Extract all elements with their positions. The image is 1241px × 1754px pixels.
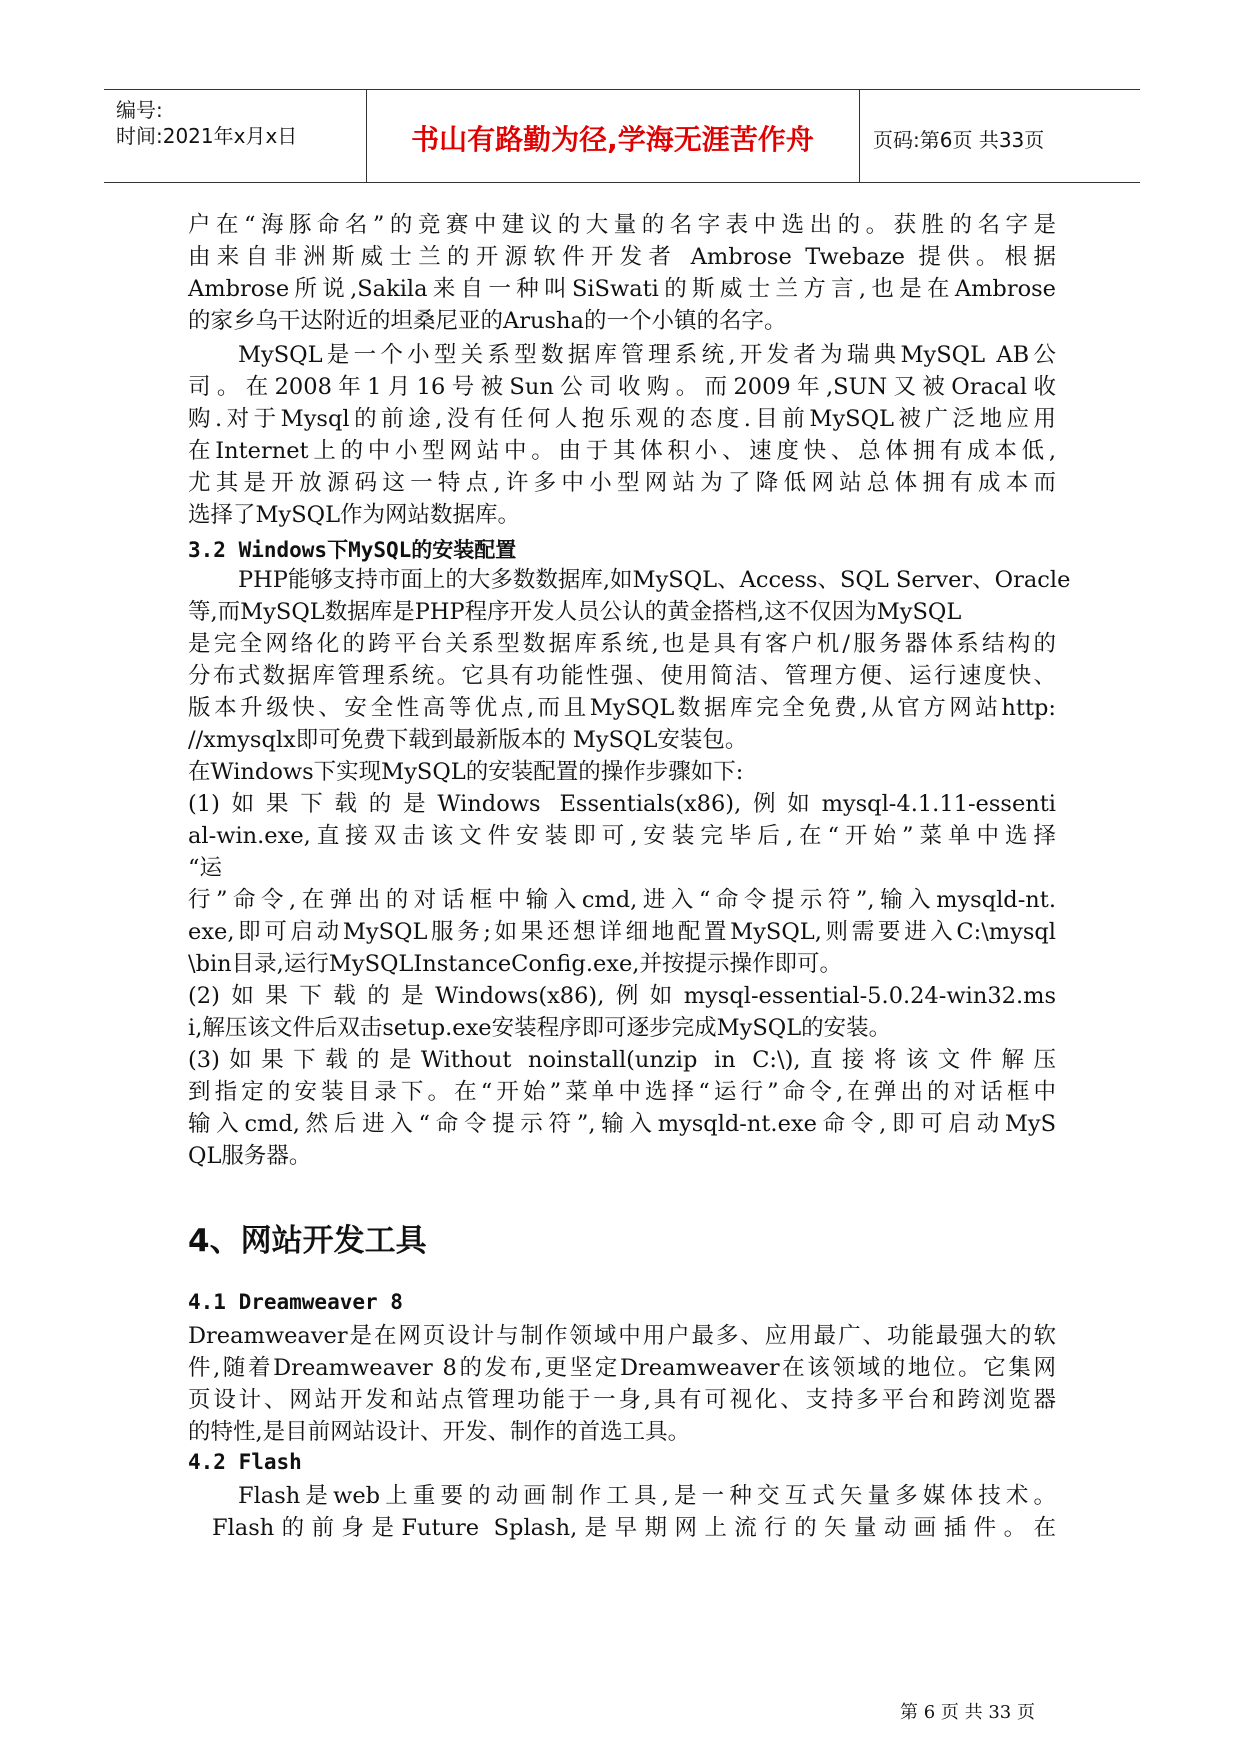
- paragraph-line: 选择了MySQL作为网站数据库。: [188, 502, 521, 528]
- paragraph-line: 的特性,是目前网站设计、开发、制作的首选工具。: [188, 1419, 691, 1445]
- paragraph-line: Dreamweaver是在网页设计与制作领域中用户最多、应用最广、功能最强大的软: [188, 1323, 1056, 1349]
- page-footer: 第 6 页 共 33 页: [900, 1702, 1035, 1723]
- paragraph-line: (3)如果下载的是Without noinstall(unzip in C:\),直接将该文件解压: [188, 1047, 1056, 1073]
- header-motto: 书山有路勤为径,学海无涯苦作舟: [411, 123, 814, 156]
- paragraph-line: QL服务器。: [188, 1143, 312, 1169]
- paragraph-line: al-win.exe,直接双击该文件安装即可,安装完毕后,在“开始”菜单中选择: [188, 823, 1056, 849]
- header-motto-cell: [366, 90, 860, 182]
- paragraph-line: MySQL是一个小型关系型数据库管理系统,开发者为瑞典MySQL AB公: [238, 342, 1056, 368]
- paragraph-line: Flash的前身是Future Splash,是早期网上流行的矢量动画插件。在: [212, 1515, 1056, 1541]
- paragraph-line: i,解压该文件后双击setup.exe安装程序即可逐步完成MySQL的安装。: [188, 1015, 892, 1041]
- paragraph-line: 输入cmd,然后进入“命令提示符”,输入mysqld-nt.exe命令,即可启动MyS: [188, 1111, 1056, 1137]
- paragraph-line: Flash是web上重要的动画制作工具,是一种交互式矢量多媒体技术。: [238, 1483, 1056, 1509]
- paragraph-line: “运: [188, 855, 223, 881]
- paragraph-line: (1)如果下载的是Windows Essentials(x86),例如mysql-4.1.11-essenti: [188, 791, 1056, 817]
- paragraph-line: (2)如果下载的是Windows(x86),例如mysql-essential-5.0.24-win32.ms: [188, 983, 1056, 1009]
- paragraph-line: 件,随着Dreamweaver 8的发布,更坚定Dreamweaver在该领域的地位。它集网: [188, 1355, 1056, 1381]
- paragraph-line: 尤其是开放源码这一特点,许多中小型网站为了降低网站总体拥有成本而: [188, 470, 1056, 496]
- paragraph-line: 在Internet上的中小型网站中。由于其体积小、速度快、总体拥有成本低,: [188, 438, 1056, 464]
- header-meta-cell: [104, 90, 367, 182]
- section-heading-4-2: 4.2 Flash: [188, 1450, 302, 1474]
- section-heading-3-2: 3.2 Windows下MySQL的安装配置: [188, 538, 517, 562]
- paragraph-line: 在Windows下实现MySQL的安装配置的操作步骤如下:: [188, 759, 744, 785]
- paragraph-line: 户在“海豚命名”的竞赛中建议的大量的名字表中选出的。获胜的名字是: [188, 212, 1056, 238]
- paragraph-line: 是完全网络化的跨平台关系型数据库系统,也是具有客户机/服务器体系结构的: [188, 631, 1056, 657]
- paragraph-line: 行”命令,在弹出的对话框中输入cmd,进入“命令提示符”,输入mysqld-nt.: [188, 887, 1056, 913]
- paragraph-line: exe,即可启动MySQL服务;如果还想详细地配置MySQL,则需要进入C:\mysql: [188, 919, 1056, 945]
- paragraph-line: 分布式数据库管理系统。它具有功能性强、使用简洁、管理方便、运行速度快、: [188, 663, 1056, 689]
- section-heading-4-1: 4.1 Dreamweaver 8: [188, 1290, 403, 1314]
- header-page-code: 页码:第6页 共33页: [873, 128, 1045, 152]
- header-page-cell: [859, 90, 1140, 182]
- paragraph-line: 司。在2008年1月16号被Sun公司收购。而2009年,SUN又被Oracal收: [188, 374, 1056, 400]
- paragraph-line: 由来自非洲斯威士兰的开源软件开发者 Ambrose Twebaze 提供。根据: [188, 244, 1056, 270]
- paragraph-line: \bin目录,运行MySQLInstanceConfig.exe,并按提示操作即可。: [188, 951, 842, 977]
- paragraph-line: 等,而MySQL数据库是PHP程序开发人员公认的黄金搭档,这不仅因为MySQL: [188, 599, 962, 625]
- paragraph-line: //xmysqlx即可免费下载到最新版本的 MySQL安装包。: [188, 727, 748, 753]
- document-number-label: 编号:: [116, 98, 163, 122]
- paragraph-line: 版本升级快、安全性高等优点,而且MySQL数据库完全免费,从官方网站http:: [188, 695, 1056, 721]
- paragraph-line: 购.对于Mysql的前途,没有任何人抱乐观的态度.目前MySQL被广泛地应用: [188, 406, 1056, 432]
- page-header: [104, 89, 1140, 183]
- paragraph-line: Ambrose所说,Sakila来自一种叫SiSwati的斯威士兰方言,也是在Ambrose: [188, 276, 1056, 302]
- paragraph-line: 到指定的安装目录下。在“开始”菜单中选择“运行”命令,在弹出的对话框中: [188, 1079, 1056, 1105]
- paragraph-line: PHP能够支持市面上的大多数数据库,如MySQL、Access、SQL Server、Oracle: [238, 567, 1071, 593]
- paragraph-line: 的家乡乌干达附近的坦桑尼亚的Arusha的一个小镇的名字。: [188, 308, 787, 334]
- paragraph-line: 页设计、网站开发和站点管理功能于一身,具有可视化、支持多平台和跨浏览器: [188, 1387, 1056, 1413]
- section-heading-4: 4、网站开发工具: [188, 1223, 427, 1259]
- document-time-label: 时间:2021年x月x日: [116, 124, 298, 148]
